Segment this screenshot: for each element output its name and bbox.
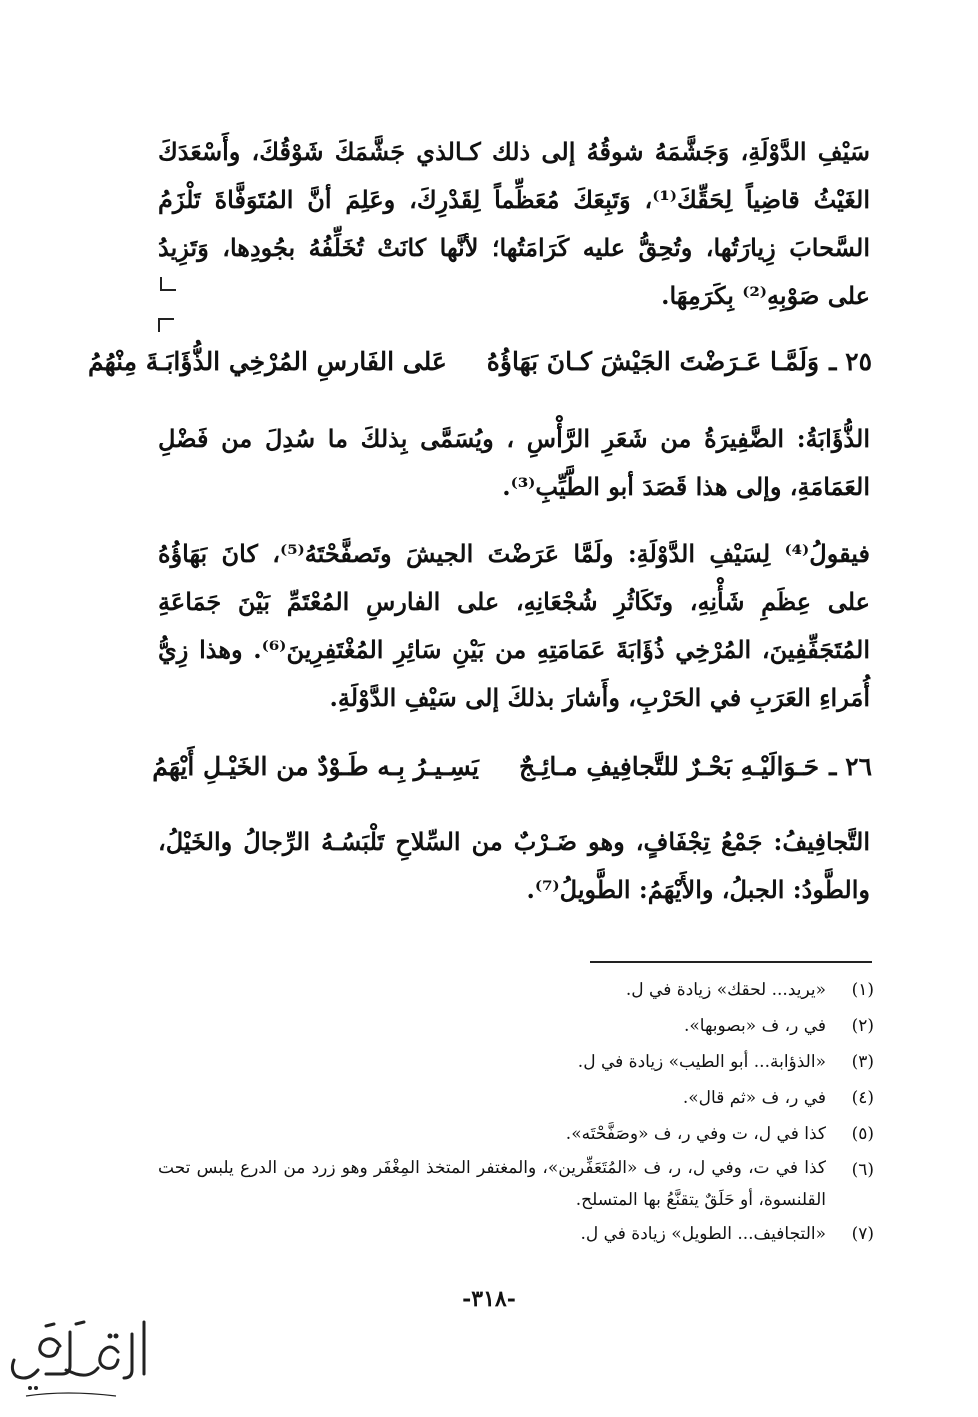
footnote-item [158, 1152, 874, 1216]
footnote-text: «الذؤابة... أبو الطيب» زيادة في ل. [577, 1052, 826, 1072]
footnote-text: «التجافيف... الطويل» زيادة في ل. [580, 1224, 826, 1244]
verse-number: ٢٥ ـ [829, 346, 872, 376]
verse-26 [150, 742, 872, 790]
paragraph-commentary-2: فيقولُ⁽⁴⁾ لِسَيْفِ الدَّوْلَةِ: ولَمَّا عَرَضْتَ الجيشَ وتَصفَّحْتَهُ⁽⁵⁾، كانَ بَهَاؤُهُ على عِظَمِ شَأْنِهِ، وتَكَاثُرِ شُجْعَانِهِ، على الفارسِ المُعْتَمِّ بَيْنَ جَمَاعَةِ المُتَجَفِّفِينَ، المُرْخِي ذُؤَابَةَ عَمَامَتِهِ من بَيْنِ سَائِرِ المُغْتَفِرِينَ⁽⁶⁾. وهذا زِيُّ أُمَراءِ العَرَبِ في الحَرْبِ، وأَشارَ بذلكَ إلى سَيْفِ الدَّوْلَةِ. [158, 539, 870, 712]
section-end-mark [160, 277, 176, 291]
footnote-number: (٦) [851, 1160, 874, 1180]
footnote-text: «يريد... لحقك» زيادة في ل. [625, 980, 826, 1000]
verse-second-hemistich: يَسِـيـرُ بِـه طَـوْدٌ من الخَيْـلِ أَيْهَمُ [152, 751, 479, 781]
verse-first-hemistich: حَـوَالَيْـهِ بَحْـرٌ للتَّجافِيفِ مـائِـجٌ [518, 751, 820, 781]
paragraph-commentary-3: التَّجافِيفُ: جَمْعُ تِجْفَافٍ، وهو ضَـرْبٌ من السِّلاحِ تَلْبَسُـهُ الرِّجالُ والخَيْلُ، والطَّودُ: الجبلُ، والأَيْهَمُ: الطَّويلُ⁽⁷⁾. [158, 827, 870, 904]
footnote-number: (٤) [851, 1088, 874, 1108]
footnote-text: في ر، ف «ثم قال». [682, 1088, 826, 1108]
footnote-text: كذا في ت، وفي ل، ر، ف «المُتَعَفِّرين»، والمغتفر المتخذ المِغْفَر وهو زرد من الدرع يلبس تحت القلنسوة، أو حَلَقٌ يتقنَّعُ بها المتسلح. [158, 1158, 826, 1210]
footnote-item [158, 1044, 874, 1080]
footnote-item [158, 972, 874, 1008]
footnote-number: (٧) [851, 1224, 874, 1244]
verse-25 [87, 337, 872, 385]
paragraph-continuation: سَيْفِ الدَّوْلَةِ، وَجَشَّمَهُ شوقُهُ إلى ذلك كـالذي جَشَّمَكَ شَوْقُكَ، وأَسْعَدَكَ الغَيْثُ قاضِياً لِحَقِّكَ⁽¹⁾، وَتَبِعَكَ مُعَظِّماً لِقَدْرِكَ، وعَلِمَ أنَّ المُتَوَفَّاةَ تَلْزَمُ السَّحابَ زِيارَتُها، وتُحِقُّ عليه كَرَامَتُها؛ لأنَّها كانَتْ تُخَلِّفُهُ بجُودِها، وَتَزِيدُ على صَوْبِهِ⁽²⁾ بِكَرَمِهَا. [158, 137, 870, 310]
footnote-item [158, 1216, 874, 1252]
footnote-text: في ر، ف «بصوبها». [683, 1016, 826, 1036]
calligraphy-logo [6, 1312, 156, 1407]
footnote-number: (٥) [851, 1124, 874, 1144]
footnote-separator [590, 961, 872, 963]
footnote-number: (١) [851, 980, 874, 1000]
paragraph-commentary-1: الذُّؤَابَةُ: الضَّفِيرَةُ من شَعَرِ الرَّأْسِ ، ويُسَمَّى بِذلكَ ما سُدِلَ من فَضْلِ العَمَامَةِ، وإلى هذا قَصَدَ أبو الطَّيِّبِ⁽³⁾. [158, 424, 870, 501]
footnote-number: (٢) [851, 1016, 874, 1036]
section-start-mark [158, 318, 174, 332]
verse-second-hemistich: عَلى الفَارسِ المُرْخِي الذُّؤَابَـةَ مِنْهُمُ [87, 346, 447, 376]
footnotes [158, 972, 874, 1252]
footnote-item [158, 1008, 874, 1044]
verse-number: ٢٦ ـ [829, 751, 872, 781]
footnote-item [158, 1116, 874, 1152]
page-number: -٣١٨- [462, 1286, 516, 1312]
footnote-item [158, 1080, 874, 1116]
footnote-number: (٣) [851, 1052, 874, 1072]
footnote-text: كذا في ل، ت وفي ر، ف «وصَفَّحْتَه». [565, 1124, 826, 1144]
verse-first-hemistich: وَلَمَّـا عَـرَضْتَ الجَيْشَ كـانَ بَهَاؤُهُ [486, 346, 820, 376]
